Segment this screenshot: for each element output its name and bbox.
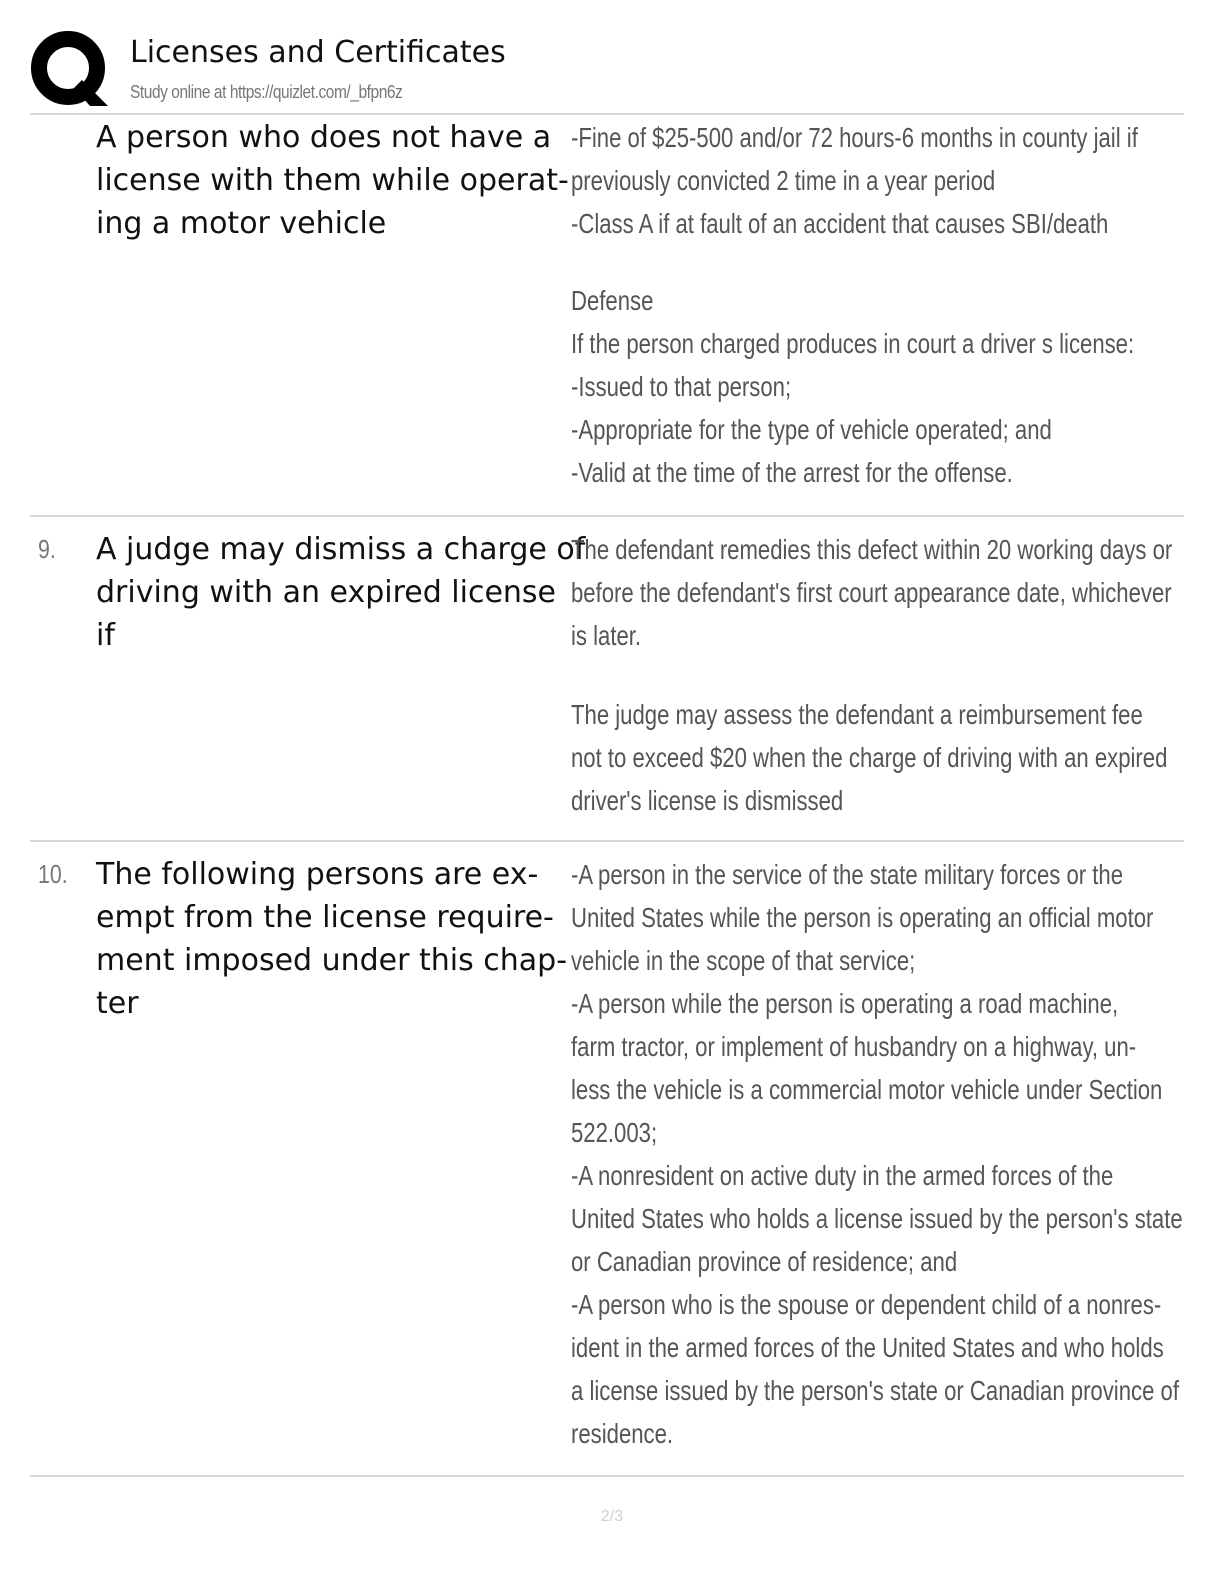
term-line: ment imposed under this chap- (96, 943, 568, 978)
definition-line: -Valid at the time of the arrest for the offense. (571, 457, 1013, 488)
card-definition (571, 528, 1173, 822)
definition-line: The defendant remedies this defect within 20 working days or (571, 534, 1173, 565)
card-number: 9. (38, 534, 56, 564)
term-line: A judge may dismiss a charge of (96, 532, 586, 567)
study-online-link-text[interactable]: Study online at https://quizlet.com/_bfpn6z (130, 82, 403, 102)
set-title: Licenses and Certificates (130, 35, 506, 70)
term-line: ing a motor vehicle (96, 206, 387, 241)
definition-line: -A person who is the spouse or dependent child of a nonres- (571, 1289, 1162, 1320)
definition-line: -Issued to that person; (571, 371, 792, 402)
definition-line: -A person while the person is operating a road machine, (571, 988, 1119, 1019)
definition-line: -Appropriate for the type of vehicle operated; and (571, 414, 1052, 445)
definition-line: vehicle in the scope of that service; (571, 945, 916, 976)
term-line: if (96, 618, 115, 653)
definition-line: If the person charged produces in court a driver s license: (571, 328, 1135, 359)
divider (30, 840, 1184, 842)
page-header (0, 0, 1224, 114)
definition-line: The judge may assess the defendant a reimbursement fee (571, 699, 1143, 730)
quizlet-logo-icon (30, 30, 110, 108)
definition-line: -A person in the service of the state military forces or the (571, 859, 1124, 890)
definition-line: ident in the armed forces of the United States and who holds (571, 1332, 1164, 1363)
card-definition (571, 116, 1138, 494)
definition-line: previously convicted 2 time in a year period (571, 165, 996, 196)
definition-line: United States while the person is operating an official motor (571, 902, 1154, 933)
definition-line: -A nonresident on active duty in the armed forces of the (571, 1160, 1114, 1191)
page-number: 2/3 (600, 1508, 624, 1525)
definition-line (571, 657, 1124, 693)
divider (30, 1475, 1184, 1477)
card-term (96, 853, 566, 1025)
definition-line: -Fine of $25-500 and/or 72 hours-6 months in county jail if (571, 122, 1138, 153)
term-line: A person who does not have a (96, 120, 552, 155)
definition-line: Defense (571, 285, 654, 316)
term-line: driving with an expired license (96, 575, 557, 610)
definition-line: 522.003; (571, 1117, 658, 1148)
definition-line: is later. (571, 620, 642, 651)
definition-line: a license issued by the person's state or Canadian province of (571, 1375, 1179, 1406)
term-line: empt from the license require- (96, 900, 554, 935)
definition-line (571, 245, 1124, 279)
definition-line: or Canadian province of residence; and (571, 1246, 958, 1277)
card-number: 10. (38, 859, 68, 889)
definition-line: farm tractor, or implement of husbandry on a highway, un- (571, 1031, 1137, 1062)
definition-line: residence. (571, 1418, 674, 1449)
term-line: ter (96, 986, 139, 1021)
term-line: license with them while operat- (96, 163, 569, 198)
definition-line: not to exceed $20 when the charge of driving with an expired (571, 742, 1168, 773)
card-definition (571, 853, 1183, 1455)
term-line: The following persons are ex- (96, 857, 539, 892)
definition-line: before the defendant's first court appearance date, whichever (571, 577, 1172, 608)
definition-line: United States who holds a license issued by the person's state (571, 1203, 1183, 1234)
card-term (96, 116, 569, 245)
definition-line: driver's license is dismissed (571, 785, 844, 816)
card-term (96, 528, 586, 657)
divider (30, 515, 1184, 517)
divider (30, 113, 1184, 115)
definition-line: less the vehicle is a commercial motor vehicle under Section (571, 1074, 1163, 1105)
definition-line: -Class A if at fault of an accident that causes SBI/death (571, 208, 1109, 239)
